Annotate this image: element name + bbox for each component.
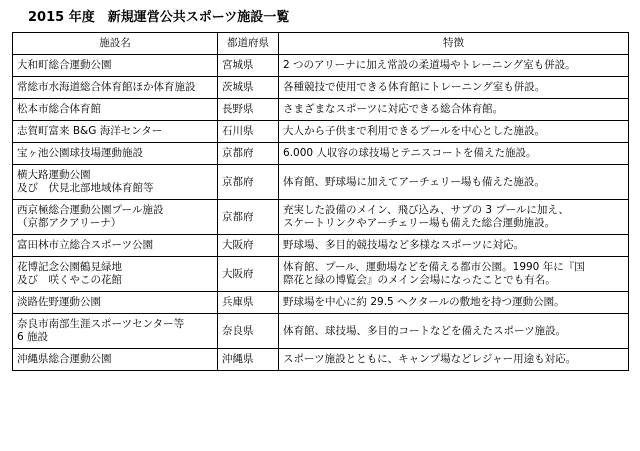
table-row <box>13 235 629 257</box>
header-facility-name: 施設名 <box>13 33 218 55</box>
facility-name-cell <box>13 200 218 235</box>
prefecture-cell: 長野県 <box>218 99 279 121</box>
table-header-row <box>13 33 629 55</box>
features-text: 6.000 人収容の球技場とテニスコートを備えた施設。 <box>283 147 537 159</box>
features-cell <box>279 235 629 257</box>
facility-name: 大和町総合運動公園 <box>17 59 112 71</box>
table-row <box>13 143 629 165</box>
facility-name-cell <box>13 349 218 371</box>
features-text: 2 つのアリーナに加え常設の柔道場やトレーニング室も併設。 <box>283 59 576 71</box>
features-text: さまざまなスポーツに対応できる総合体育館。 <box>283 103 504 115</box>
features-cell <box>279 143 629 165</box>
facility-name: 宝ヶ池公園球技場運動施設 <box>17 147 143 159</box>
prefecture-cell: 京都府 <box>218 143 279 165</box>
features-cell <box>279 121 629 143</box>
facility-name: 淡路佐野運動公園 <box>17 296 101 308</box>
facility-name: 西京極総合運動公園プール施設 <box>17 204 164 216</box>
table-row <box>13 55 629 77</box>
features-cell <box>279 200 629 235</box>
features-text: 野球場を中心に約 29.5 ヘクタールの敷地を持つ運動公園。 <box>283 296 565 308</box>
features-cell <box>279 292 629 314</box>
table-row <box>13 200 629 235</box>
prefecture-cell: 石川県 <box>218 121 279 143</box>
table-row <box>13 314 629 349</box>
features-text: 野球場、多目的競技場など多様なスポーツに対応。 <box>283 239 525 251</box>
facility-name-cell <box>13 143 218 165</box>
features-text: スポーツ施設とともに、キャンプ場などレジャー用途も対応。 <box>283 353 577 365</box>
facility-name: 富田林市立総合スポーツ公園 <box>17 239 154 251</box>
table-row <box>13 99 629 121</box>
facility-name-cell <box>13 121 218 143</box>
features-cell <box>279 165 629 200</box>
features-cell <box>279 314 629 349</box>
prefecture-cell: 大阪府 <box>218 235 279 257</box>
prefecture-cell: 京都府 <box>218 200 279 235</box>
facility-name-cell <box>13 257 218 292</box>
prefecture-cell: 沖縄県 <box>218 349 279 371</box>
features-text-line-2: 際花と緑の博覧会』のメイン会場になったことでも有名。 <box>283 274 556 286</box>
facility-name: 奈良市南部生涯スポーツセンター等 <box>17 318 185 330</box>
facility-name-line-2: 及び 伏見北部地域体育館等 <box>17 182 154 194</box>
facility-name: 志賀町富来 B&G 海洋センター <box>17 125 163 137</box>
facility-name: 沖縄県総合運動公園 <box>17 353 112 365</box>
facility-name-line-2: 及び 咲くやこの花館 <box>17 274 122 286</box>
features-text: 体育館、プール、運動場などを備える都市公園。1990 年に『国 <box>283 261 585 273</box>
prefecture-cell: 京都府 <box>218 165 279 200</box>
facility-name-cell <box>13 165 218 200</box>
features-text: 充実した設備のメイン、飛び込み、サブの 3 プールに加え、 <box>283 204 570 216</box>
features-cell <box>279 99 629 121</box>
facility-name-cell <box>13 292 218 314</box>
prefecture-cell: 宮城県 <box>218 55 279 77</box>
prefecture-cell: 大阪府 <box>218 257 279 292</box>
facility-name: 常総市水海道総合体育館ほか体育施設 <box>17 81 196 93</box>
facility-name-line-2: 6 施設 <box>17 331 49 343</box>
prefecture-cell: 茨城県 <box>218 77 279 99</box>
header-features: 特徴 <box>279 33 629 55</box>
table-row <box>13 121 629 143</box>
features-text-line-2: スケートリンクやアーチェリー場も備えた総合運動施設。 <box>283 217 556 229</box>
facilities-table <box>12 32 629 371</box>
facility-name: 松本市総合体育館 <box>17 103 101 115</box>
facility-name-cell <box>13 235 218 257</box>
header-prefecture: 都道府県 <box>218 33 279 55</box>
facility-name: 花博記念公園鶴見緑地 <box>17 261 122 273</box>
table-row <box>13 165 629 200</box>
features-text: 各種競技で使用できる体育館にトレーニング室も併設。 <box>283 81 546 93</box>
facility-name-cell <box>13 314 218 349</box>
table-row <box>13 77 629 99</box>
features-cell <box>279 257 629 292</box>
prefecture-cell: 兵庫県 <box>218 292 279 314</box>
features-cell <box>279 55 629 77</box>
facility-name-cell <box>13 99 218 121</box>
facility-name-cell <box>13 77 218 99</box>
features-cell <box>279 77 629 99</box>
table-row <box>13 349 629 371</box>
features-cell <box>279 349 629 371</box>
facility-name-cell <box>13 55 218 77</box>
facility-name-line-2: （京都アクアリーナ） <box>17 217 122 229</box>
facility-name: 横大路運動公園 <box>17 169 91 181</box>
prefecture-cell: 奈良県 <box>218 314 279 349</box>
table-row <box>13 257 629 292</box>
table-row <box>13 292 629 314</box>
features-text: 体育館、球技場、多目的コートなどを備えたスポーツ施設。 <box>283 324 567 337</box>
features-text: 体育館、野球場に加えてアーチェリー場も備えた施設。 <box>283 175 545 188</box>
features-text: 大人から子供まで利用できるプールを中心とした施設。 <box>283 125 545 137</box>
document-title: 2015 年度 新規運営公共スポーツ施設一覧 <box>28 10 290 25</box>
